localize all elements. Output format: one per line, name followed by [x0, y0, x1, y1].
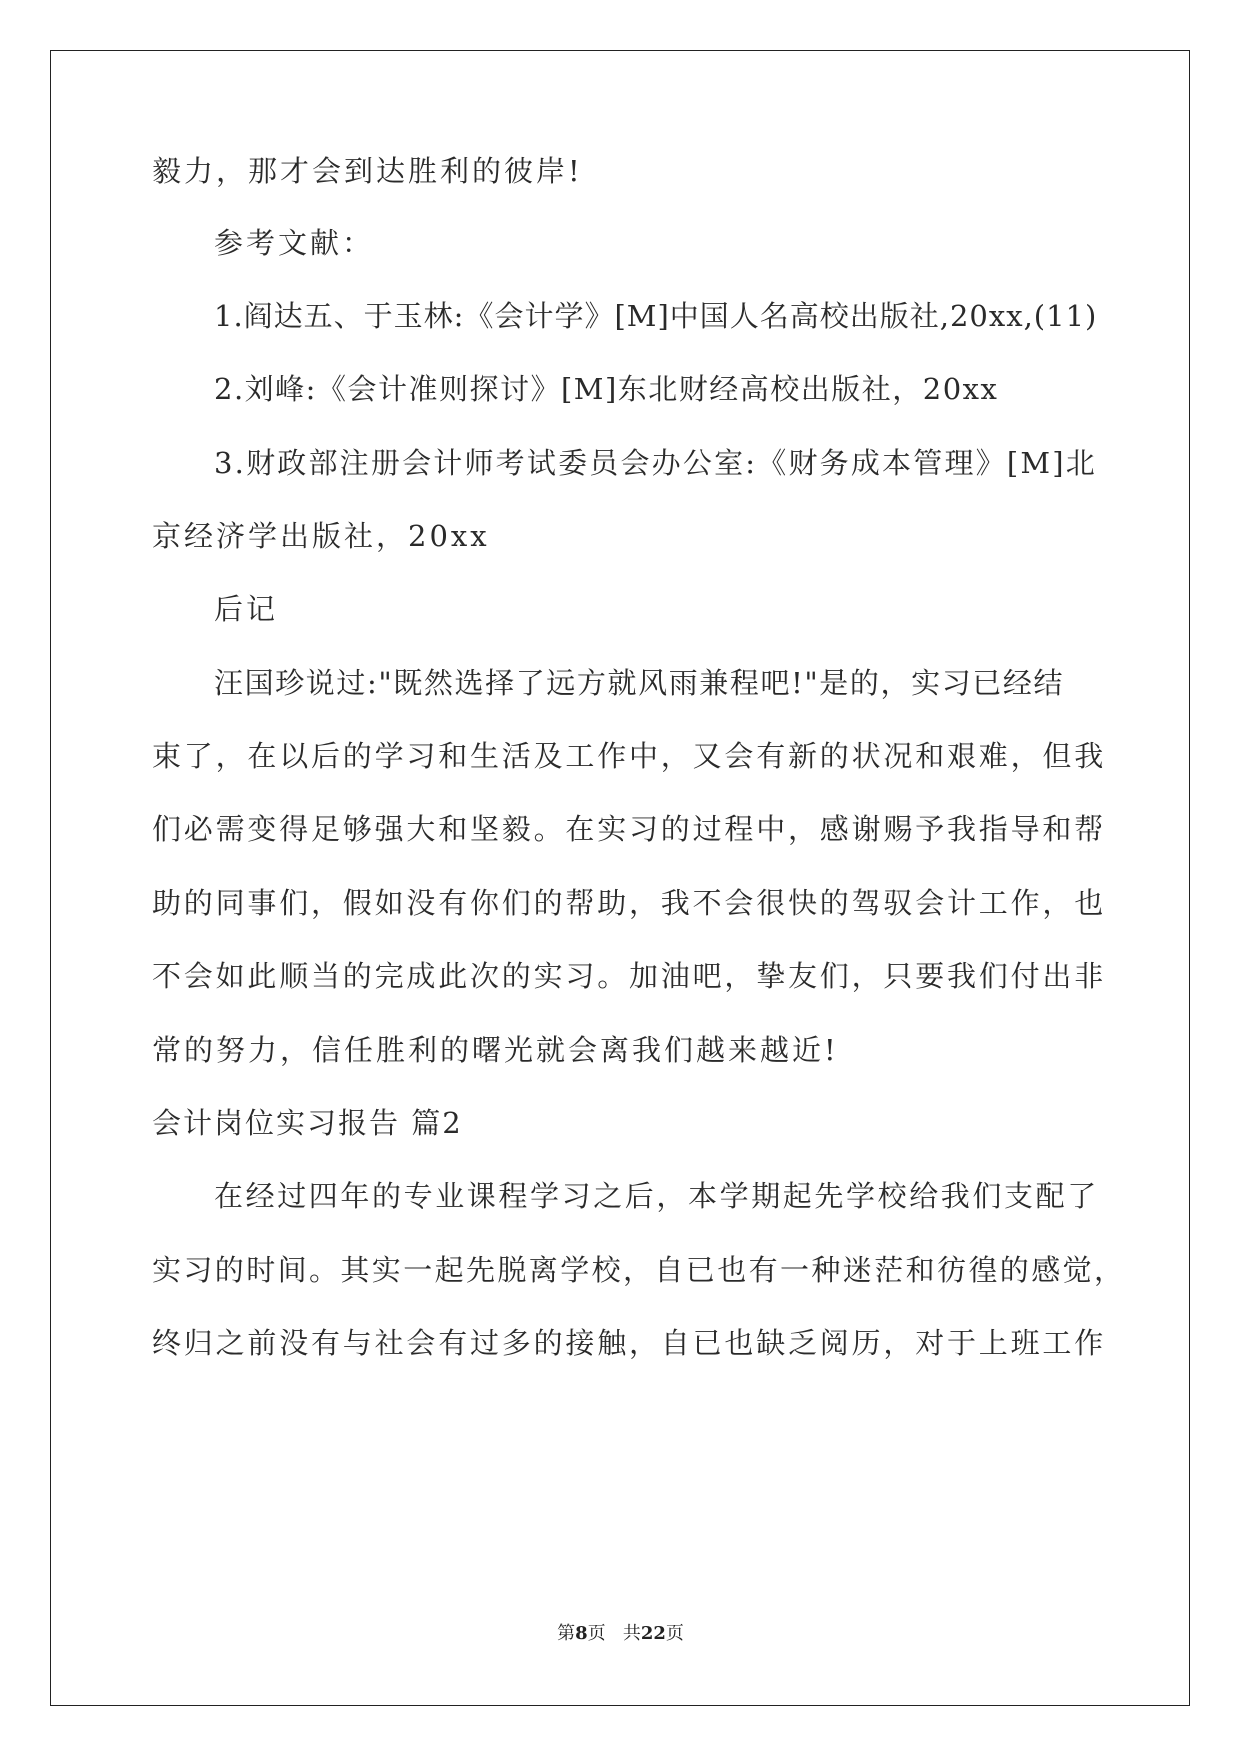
page-number: 8: [575, 1623, 588, 1644]
paragraph-line: 助的同事们，假如没有你们的帮助，我不会很快的驾驭会计工作，也: [152, 886, 1107, 920]
paragraph-line: 们必需变得足够强大和坚毅。在实习的过程中，感谢赐予我指导和帮: [152, 812, 1107, 846]
total-prefix: 共: [622, 1623, 641, 1644]
page-prefix: 第: [557, 1623, 576, 1644]
text-line: 毅力，那才会到达胜利的彼岸!: [152, 154, 583, 188]
paragraph-line: 终归之前没有与社会有过多的接触，自已也缺乏阅历，对于上班工作: [152, 1326, 1107, 1360]
page-suffix: 页: [587, 1623, 606, 1644]
paragraph-line: 在经过四年的专业课程学习之后，本学期起先学校给我们支配了: [214, 1179, 1099, 1213]
references-heading: 参考文献：: [214, 226, 375, 260]
reference-item-2: 2.刘峰:《会计准则探讨》[M]东北财经高校出版社，20xx: [214, 372, 999, 406]
paragraph-line: 不会如此顺当的完成此次的实习。加油吧，挚友们，只要我们付出非: [152, 959, 1107, 993]
paragraph-line: 实习的时间。其实一起先脱离学校，自已也有一种迷茫和彷徨的感觉，: [152, 1253, 1126, 1287]
reference-item-1: 1.阎达五、于玉林:《会计学》[M]中国人名高校出版社,20xx,(11): [214, 299, 1098, 333]
paragraph-line: 汪国珍说过:"既然选择了远方就风雨兼程吧!"是的，实习已经结: [214, 666, 1065, 700]
reference-item-3-cont: 京经济学出版社，20xx: [152, 519, 490, 553]
reference-item-3: 3.财政部注册会计师考试委员会办公室:《财务成本管理》[M]北: [214, 446, 1097, 480]
section-title: 会计岗位实习报告 篇2: [152, 1106, 463, 1140]
afterword-heading: 后记: [214, 592, 279, 626]
total-pages: 22: [640, 1623, 666, 1644]
paragraph-line: 束了，在以后的学习和生活及工作中，又会有新的状况和艰难，但我: [152, 739, 1107, 773]
total-suffix: 页: [665, 1623, 684, 1644]
page-footer: [0, 1622, 1241, 1646]
paragraph-line: 常的努力，信任胜利的曙光就会离我们越来越近!: [152, 1033, 839, 1067]
